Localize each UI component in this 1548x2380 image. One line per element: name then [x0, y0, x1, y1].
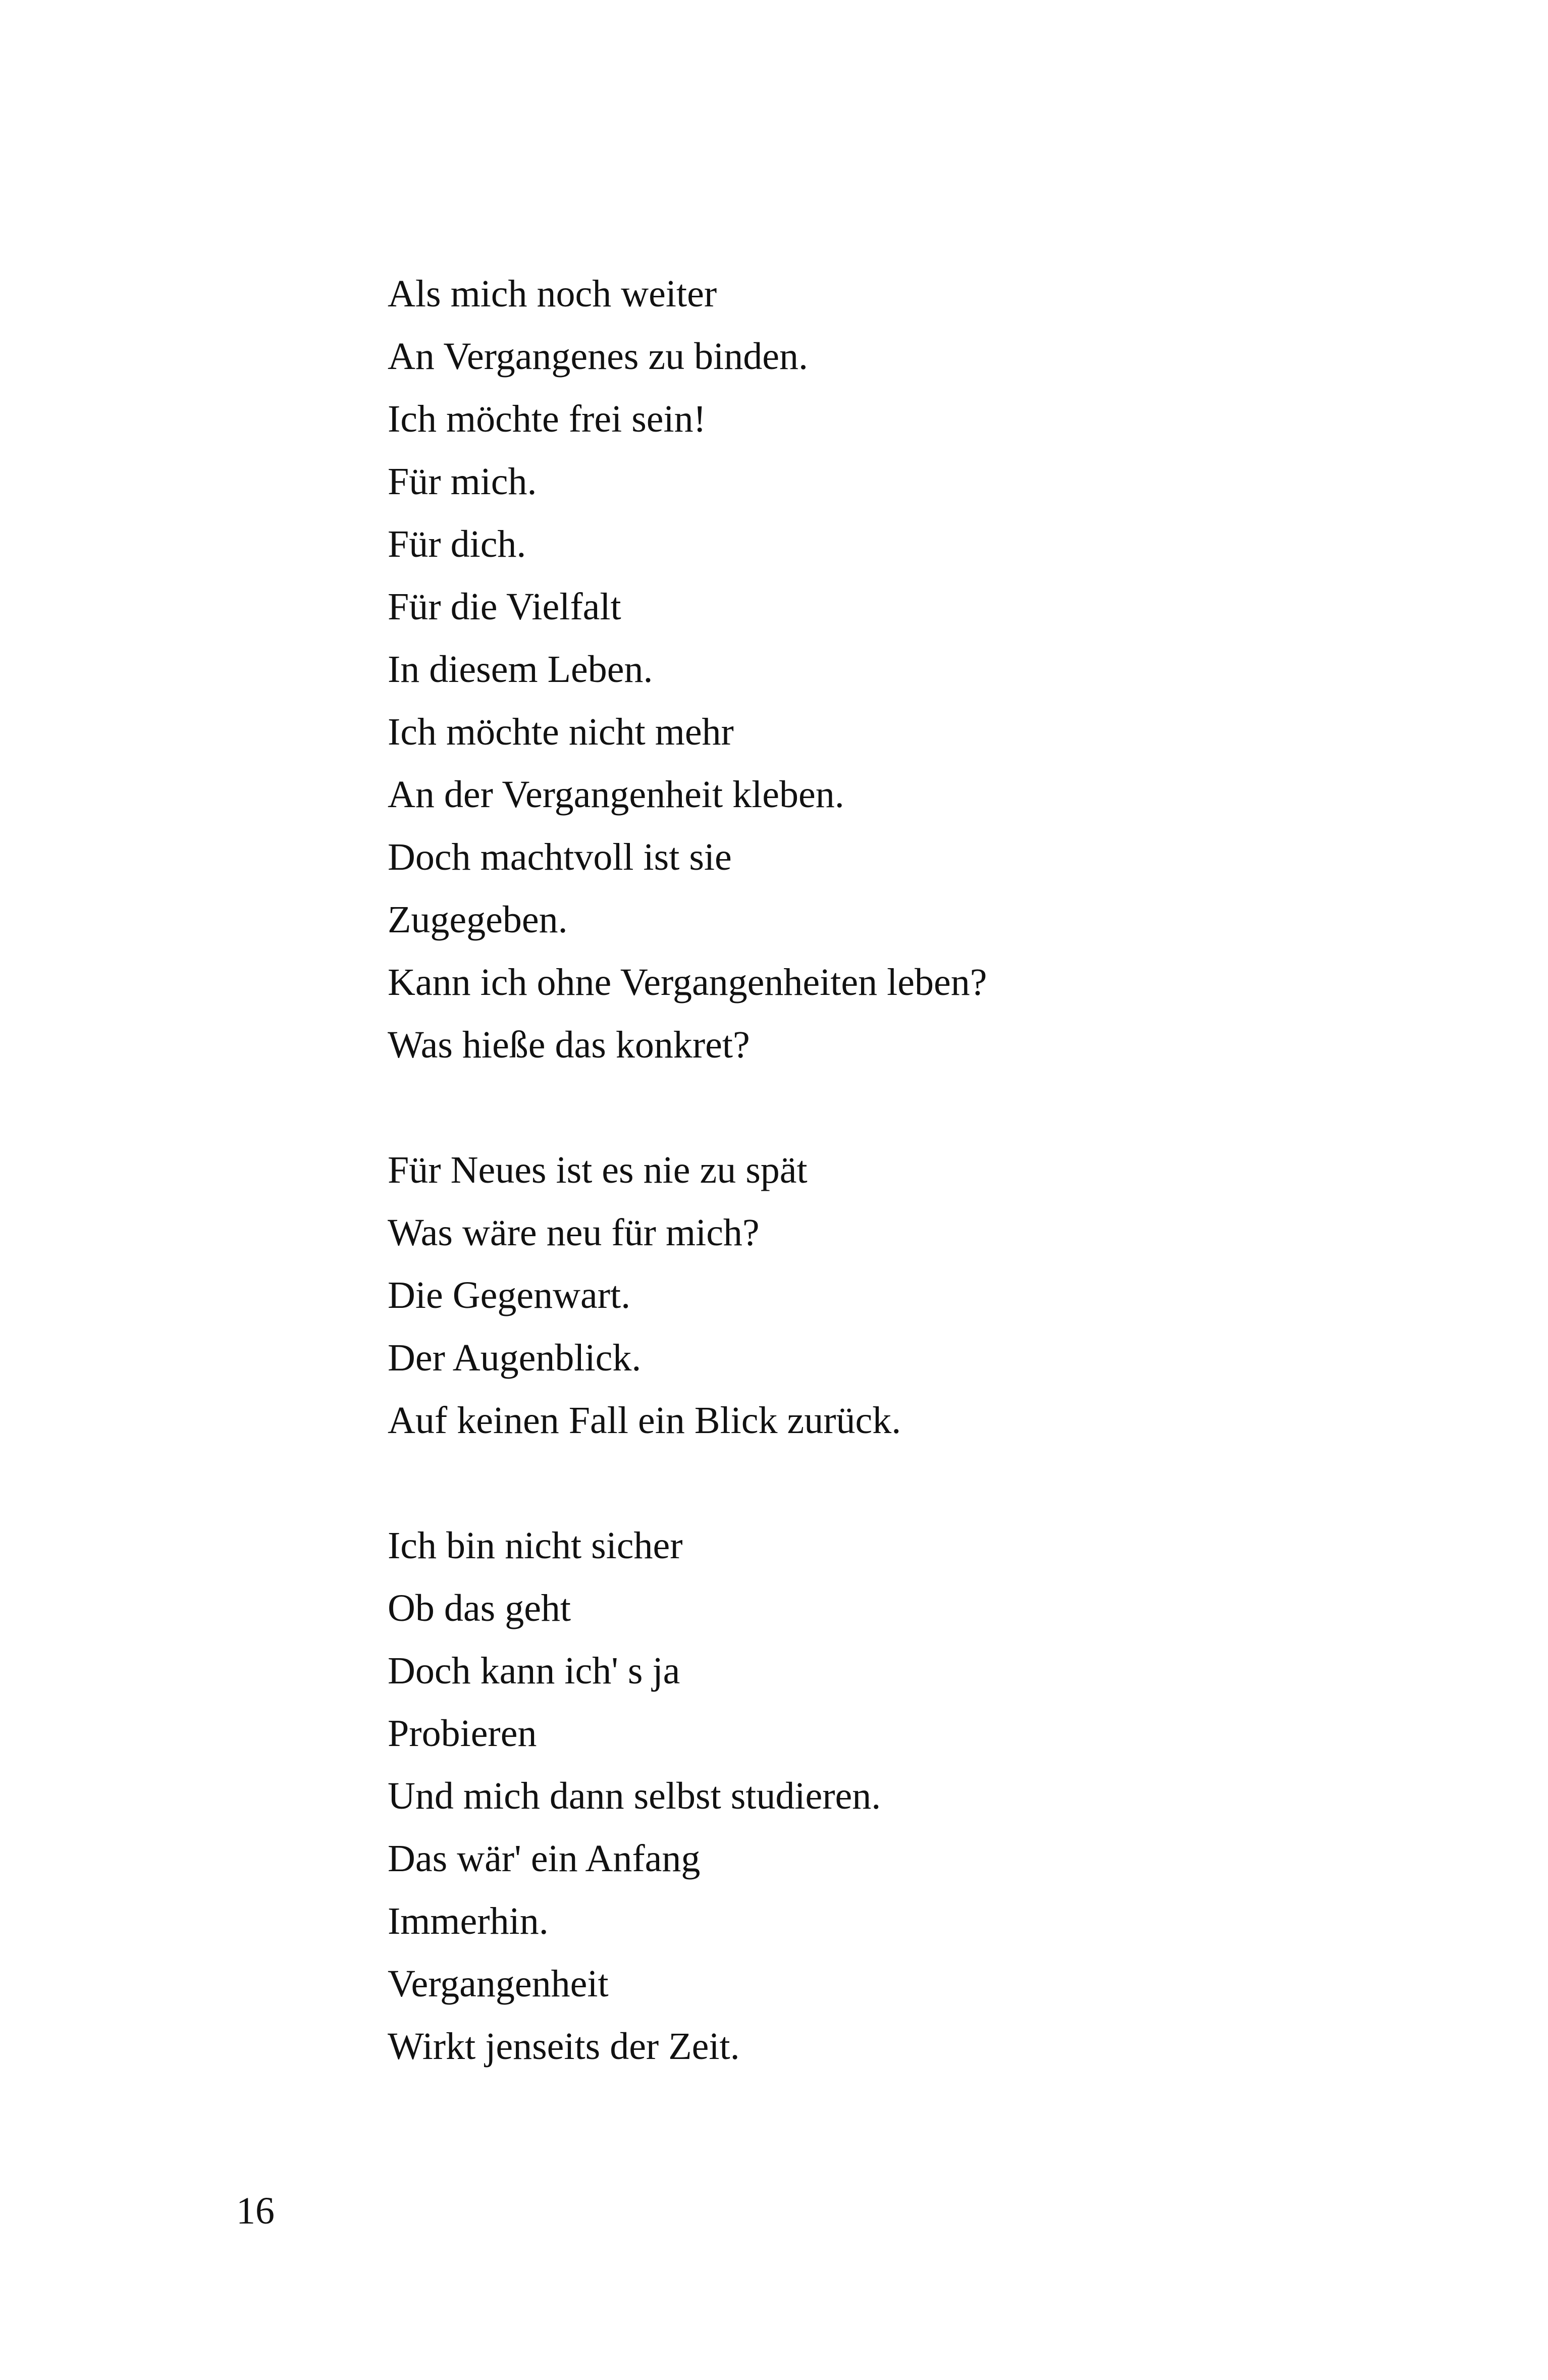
stanza-break [388, 1452, 1448, 1514]
poem-line: Immerhin. [388, 1900, 549, 1942]
poem-line: Ich bin nicht sicher [388, 1524, 683, 1567]
poem-line: Die Gegenwart. [388, 1274, 631, 1316]
poem-line: Als mich noch weiter [388, 273, 717, 315]
poem-line: Ob das geht [388, 1587, 571, 1629]
poem-line: Kann ich ohne Vergangenheiten leben? [388, 961, 987, 1003]
poem-line: Für die Vielfalt [388, 586, 621, 628]
poem-line: Doch machtvoll ist sie [388, 836, 732, 878]
poem-line: Der Augenblick. [388, 1337, 642, 1379]
poem-line: Für mich. [388, 460, 537, 503]
poem-line: Und mich dann selbst studieren. [388, 1775, 881, 1817]
poem-line: Für Neues ist es nie zu spät [388, 1149, 808, 1191]
poem-line: Wirkt jenseits der Zeit. [388, 2025, 740, 2068]
poem-line: Das wär' ein Anfang [388, 1837, 701, 1880]
stanza-2 [388, 1139, 1448, 1452]
stanza-break [388, 1076, 1448, 1139]
poem-line: In diesem Leben. [388, 648, 653, 691]
poem-line: Auf keinen Fall ein Blick zurück. [388, 1399, 901, 1442]
poem-line: Zugegeben. [388, 898, 568, 941]
stanza-3 [388, 1514, 1448, 2078]
poem-line: Vergangenheit [388, 1963, 609, 2005]
poem-body [388, 262, 1448, 2078]
poem-line: An Vergangenes zu binden. [388, 335, 808, 378]
poem-line: Doch kann ich' s ja [388, 1650, 680, 1692]
poem-line: Ich möchte frei sein! [388, 398, 706, 440]
poem-line: Was hieße das konkret? [388, 1024, 750, 1066]
poem-line: Was wäre neu für mich? [388, 1211, 760, 1254]
poem-line: Ich möchte nicht mehr [388, 711, 734, 753]
poem-line: Für dich. [388, 523, 526, 565]
stanza-1 [388, 262, 1448, 1076]
poem-line: Probieren [388, 1712, 537, 1755]
poem-line: An der Vergangenheit kleben. [388, 773, 844, 816]
page-number: 16 [236, 2190, 275, 2232]
